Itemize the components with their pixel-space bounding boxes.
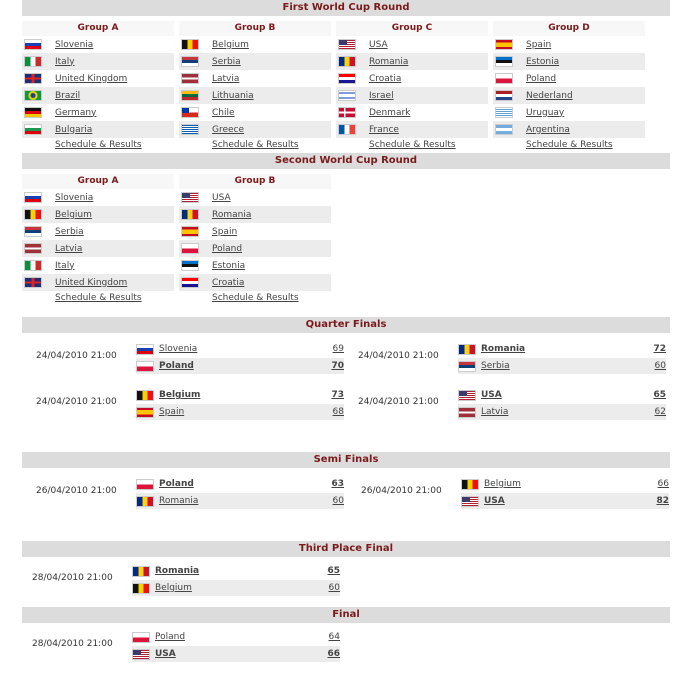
latvia-flag-icon [24, 243, 42, 254]
score-link[interactable]: 73 [331, 390, 344, 400]
team-row [493, 53, 645, 70]
belgium-flag-icon [132, 583, 150, 594]
team-name-link[interactable]: Romania [159, 496, 199, 506]
schedule-results-link[interactable]: Schedule & Results [55, 140, 142, 150]
team-row [22, 206, 174, 223]
match-date: 24/04/2010 21:00 [358, 397, 439, 407]
spain-flag-icon [181, 226, 199, 237]
belgium-flag-icon [24, 209, 42, 220]
team-link[interactable]: Italy [55, 260, 75, 271]
team-row [336, 87, 488, 104]
schedule-row [179, 138, 331, 153]
team-row [493, 87, 645, 104]
group-name: Group B [179, 21, 331, 36]
chile-flag-icon [181, 107, 199, 118]
score-link[interactable]: 63 [331, 479, 344, 489]
romania-flag-icon [136, 496, 154, 507]
team-name-link[interactable]: Poland [159, 361, 194, 371]
match-date: 24/04/2010 21:00 [358, 351, 439, 361]
score-link[interactable]: 64 [328, 632, 340, 642]
team-row [179, 104, 331, 121]
section-title: Final [22, 607, 670, 623]
usa-flag-icon [458, 390, 476, 401]
slovenia-flag-icon [24, 192, 42, 203]
team-name-link[interactable]: Belgium [155, 583, 192, 593]
team-name-link[interactable]: Spain [159, 407, 185, 417]
team-row [179, 53, 331, 70]
team-name-link[interactable]: Slovenia [159, 344, 198, 354]
team-row [22, 36, 174, 53]
romania-flag-icon [458, 344, 476, 355]
team-line [458, 404, 666, 420]
section-title: Second World Cup Round [22, 153, 670, 169]
team-link[interactable]: United Kingdom [55, 277, 128, 288]
team-line [461, 476, 669, 492]
team-link[interactable]: Serbia [212, 56, 241, 67]
match [358, 341, 668, 375]
team-row [22, 87, 174, 104]
match-date: 28/04/2010 21:00 [32, 639, 113, 649]
team-row [179, 87, 331, 104]
brazil-flag-icon [24, 90, 42, 101]
poland-flag-icon [136, 361, 154, 372]
score-link[interactable]: 68 [332, 407, 344, 417]
match [32, 563, 342, 597]
group-table [179, 174, 331, 306]
team-row [179, 36, 331, 53]
team-row [22, 240, 174, 257]
score-link[interactable]: 69 [332, 344, 344, 354]
lithuania-flag-icon [181, 90, 199, 101]
match [32, 629, 342, 663]
match-date: 28/04/2010 21:00 [32, 573, 113, 583]
team-line [136, 387, 344, 403]
team-link[interactable]: Estonia [526, 56, 560, 67]
france-flag-icon [338, 124, 356, 135]
team-row [179, 240, 331, 257]
group-table [179, 21, 331, 153]
group-name: Group B [179, 174, 331, 189]
match [358, 387, 668, 421]
schedule-results-link[interactable]: Schedule & Results [55, 293, 142, 303]
match-date: 24/04/2010 21:00 [36, 351, 117, 361]
match-date: 26/04/2010 21:00 [361, 486, 442, 496]
team-name-link[interactable]: USA [155, 649, 176, 659]
estonia-flag-icon [495, 56, 513, 67]
latvia-flag-icon [181, 73, 199, 84]
team-row [493, 121, 645, 138]
group-name: Group A [22, 174, 174, 189]
team-link[interactable]: Brazil [55, 90, 81, 101]
schedule-row [179, 291, 331, 306]
team-row [22, 189, 174, 206]
team-name-link[interactable]: USA [481, 390, 502, 400]
team-link[interactable]: Belgium [212, 39, 249, 50]
bulgaria-flag-icon [24, 124, 42, 135]
team-name-link[interactable]: Belgium [484, 479, 521, 489]
score-link[interactable]: 65 [327, 566, 340, 576]
spain-flag-icon [136, 407, 154, 418]
estonia-flag-icon [181, 260, 199, 271]
match-date: 26/04/2010 21:00 [36, 486, 117, 496]
section-title: Quarter Finals [22, 317, 670, 333]
schedule-results-link[interactable]: Schedule & Results [526, 140, 613, 150]
team-row [22, 70, 174, 87]
team-line [136, 493, 344, 509]
team-name-link[interactable]: Belgium [159, 390, 201, 400]
team-line [132, 563, 340, 579]
italy-flag-icon [24, 56, 42, 67]
team-row [22, 121, 174, 138]
team-link[interactable]: USA [212, 192, 231, 203]
team-link[interactable]: Poland [212, 243, 243, 254]
score-link[interactable]: 60 [654, 361, 666, 371]
usa-flag-icon [181, 192, 199, 203]
team-row [22, 53, 174, 70]
italy-flag-icon [24, 260, 42, 271]
romania-flag-icon [132, 566, 150, 577]
group-name: Group A [22, 21, 174, 36]
team-link[interactable]: United Kingdom [55, 73, 128, 84]
team-link[interactable]: Latvia [55, 243, 83, 254]
team-name-link[interactable]: Latvia [481, 407, 509, 417]
group-name: Group C [336, 21, 488, 36]
team-row [336, 121, 488, 138]
team-name-link[interactable]: USA [484, 496, 505, 506]
team-line [458, 358, 666, 374]
team-row [179, 206, 331, 223]
team-line [136, 404, 344, 420]
croatia-flag-icon [338, 73, 356, 84]
poland-flag-icon [181, 243, 199, 254]
belgium-flag-icon [136, 390, 154, 401]
denmark-flag-icon [338, 107, 356, 118]
team-link[interactable]: Germany [55, 107, 97, 118]
score-link[interactable]: 62 [654, 407, 666, 417]
score-link[interactable]: 66 [327, 649, 340, 659]
team-row [179, 274, 331, 291]
match [361, 476, 671, 510]
team-row [336, 104, 488, 121]
team-row [336, 70, 488, 87]
schedule-row [336, 138, 488, 153]
belgium-flag-icon [181, 39, 199, 50]
team-line [461, 493, 669, 509]
team-line [136, 341, 344, 357]
serbia-flag-icon [181, 56, 199, 67]
team-row [22, 223, 174, 240]
team-row [179, 223, 331, 240]
team-line [132, 580, 340, 596]
team-link[interactable]: Slovenia [55, 192, 94, 203]
poland-flag-icon [136, 479, 154, 490]
match-date: 24/04/2010 21:00 [36, 397, 117, 407]
team-link[interactable]: Belgium [55, 209, 92, 220]
belgium-flag-icon [461, 479, 479, 490]
spain-flag-icon [495, 39, 513, 50]
serbia-flag-icon [24, 226, 42, 237]
schedule-results-link[interactable]: Schedule & Results [212, 293, 299, 303]
netherlands-flag-icon [495, 90, 513, 101]
team-line [458, 341, 666, 357]
croatia-flag-icon [181, 277, 199, 288]
score-link[interactable]: 60 [328, 583, 340, 593]
score-link[interactable]: 60 [332, 496, 344, 506]
team-line [136, 476, 344, 492]
team-row [179, 121, 331, 138]
team-line [132, 646, 340, 662]
team-link[interactable]: Croatia [369, 73, 402, 84]
germany-flag-icon [24, 107, 42, 118]
team-link[interactable]: Estonia [212, 260, 246, 271]
uruguay-flag-icon [495, 107, 513, 118]
schedule-row [493, 138, 645, 153]
team-link[interactable]: Nederland [526, 90, 573, 101]
team-link[interactable]: Denmark [369, 107, 411, 118]
slovenia-flag-icon [136, 344, 154, 355]
team-row [179, 70, 331, 87]
team-row [22, 257, 174, 274]
team-link[interactable]: Israel [369, 90, 394, 101]
team-link[interactable]: Latvia [212, 73, 240, 84]
team-name-link[interactable]: Romania [155, 566, 200, 576]
team-row [493, 36, 645, 53]
team-name-link[interactable]: Serbia [481, 361, 510, 371]
poland-flag-icon [132, 632, 150, 643]
team-link[interactable]: USA [369, 39, 388, 50]
poland-flag-icon [495, 73, 513, 84]
schedule-results-link[interactable]: Schedule & Results [369, 140, 456, 150]
team-link[interactable]: Italy [55, 56, 75, 67]
score-link[interactable]: 65 [653, 390, 666, 400]
score-link[interactable]: 66 [657, 479, 669, 489]
team-name-link[interactable]: Poland [155, 632, 186, 642]
usa-flag-icon [338, 39, 356, 50]
team-link[interactable]: Romania [369, 56, 409, 67]
team-link[interactable]: Poland [526, 73, 557, 84]
usa-flag-icon [461, 496, 479, 507]
uk-flag-icon [24, 277, 42, 288]
match [36, 476, 346, 510]
team-line [458, 387, 666, 403]
team-link[interactable]: Bulgaria [55, 124, 93, 135]
group-table [22, 21, 174, 153]
team-row [336, 36, 488, 53]
team-line [132, 629, 340, 645]
team-name-link[interactable]: Poland [159, 479, 194, 489]
score-link[interactable]: 82 [656, 496, 669, 506]
team-link[interactable]: Argentina [526, 124, 570, 135]
team-link[interactable]: Slovenia [55, 39, 94, 50]
team-link[interactable]: Serbia [55, 226, 84, 237]
serbia-flag-icon [458, 361, 476, 372]
match [36, 387, 346, 421]
group-name: Group D [493, 21, 645, 36]
team-link[interactable]: Romania [212, 209, 252, 220]
schedule-results-link[interactable]: Schedule & Results [212, 140, 299, 150]
greece-flag-icon [181, 124, 199, 135]
romania-flag-icon [181, 209, 199, 220]
team-link[interactable]: Greece [212, 124, 245, 135]
team-row [22, 274, 174, 291]
team-row [179, 257, 331, 274]
uk-flag-icon [24, 73, 42, 84]
team-link[interactable]: Spain [526, 39, 552, 50]
israel-flag-icon [338, 90, 356, 101]
schedule-row [22, 138, 174, 153]
team-link[interactable]: Spain [212, 226, 238, 237]
team-name-link[interactable]: Romania [481, 344, 526, 354]
match [36, 341, 346, 375]
group-table [336, 21, 488, 153]
argentina-flag-icon [495, 124, 513, 135]
team-link[interactable]: Lithuania [212, 90, 254, 101]
score-link[interactable]: 72 [653, 344, 666, 354]
section-title: First World Cup Round [22, 0, 670, 16]
team-link[interactable]: Croatia [212, 277, 245, 288]
section-title: Semi Finals [22, 452, 670, 468]
team-row [336, 53, 488, 70]
usa-flag-icon [132, 649, 150, 660]
team-row [22, 104, 174, 121]
team-line [136, 358, 344, 374]
team-link[interactable]: Chile [212, 107, 235, 118]
team-row [179, 189, 331, 206]
group-table [493, 21, 645, 153]
latvia-flag-icon [458, 407, 476, 418]
slovenia-flag-icon [24, 39, 42, 50]
score-link[interactable]: 70 [331, 361, 344, 371]
team-row [493, 104, 645, 121]
team-row [493, 70, 645, 87]
romania-flag-icon [338, 56, 356, 67]
schedule-row [22, 291, 174, 306]
team-link[interactable]: France [369, 124, 399, 135]
section-title: Third Place Final [22, 541, 670, 557]
group-table [22, 174, 174, 306]
team-link[interactable]: Uruguay [526, 107, 565, 118]
